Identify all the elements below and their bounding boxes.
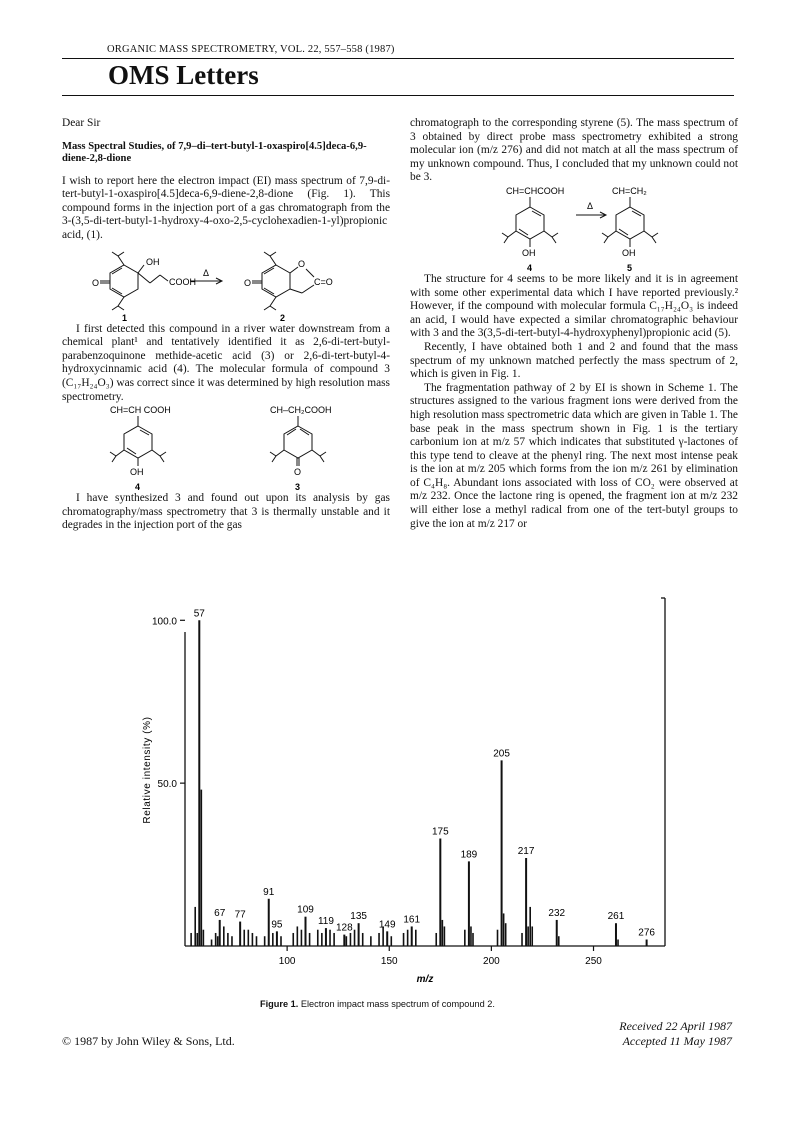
peak-label: 175 xyxy=(431,826,449,838)
peak-label: 67 xyxy=(214,907,226,919)
peak-label: 217 xyxy=(517,846,535,858)
peak-label: 205 xyxy=(493,748,510,760)
peak-label: 276 xyxy=(638,927,655,939)
carbonyl-o-label: O xyxy=(294,467,302,478)
peak-label: 261 xyxy=(607,911,625,923)
compound-label: 4 xyxy=(135,482,141,493)
substituent-label: CH=CH COOH xyxy=(110,405,171,416)
peak-label: 149 xyxy=(378,919,396,931)
peak-label: 119 xyxy=(317,916,334,928)
peak-label: 109 xyxy=(297,904,314,916)
section-title: OMS Letters xyxy=(108,60,259,90)
received-date: Received 22 April 1987 xyxy=(619,1019,732,1033)
x-tick-label: 100 xyxy=(278,956,296,967)
lactone-co-label: C=O xyxy=(314,276,333,287)
paragraph: chromatograph to the corresponding styrene (5). The mass spectrum of 3 obtained by direct probe mass spectrometry exhibited a strong molecular ion (m/z 276) and did not match at all the mass spectrum of my unknown compound. Thus, I concluded that my unknown could not be 3. xyxy=(410,117,738,184)
labeled-peaks xyxy=(194,608,656,946)
paragraph: I have synthesized 3 and found out upon its analysis by gas chromatography/mass spectrometry that 3 is thermally unstable and it degrades in the injection port of the gas xyxy=(62,492,390,532)
accepted-date: Accepted 11 May 1987 xyxy=(622,1034,732,1048)
figure-caption xyxy=(260,999,495,1009)
y-tick-label: 50.0 xyxy=(157,779,177,791)
peak-label: 128 xyxy=(335,922,353,934)
delta-label: Δ xyxy=(587,200,594,211)
salutation: Dear Sir xyxy=(62,117,101,129)
peak-label: 95 xyxy=(271,919,283,931)
hydroxyl-label: OH xyxy=(130,467,144,478)
peak-label: 161 xyxy=(403,914,421,926)
compound-label: 5 xyxy=(627,262,633,273)
peak-label: 135 xyxy=(350,911,367,923)
peak-label: 57 xyxy=(193,608,205,620)
journal-line: ORGANIC MASS SPECTROMETRY, VOL. 22, 557–558 (1987) xyxy=(107,44,395,55)
paragraph: The fragmentation pathway of 2 by EI is shown in Scheme 1. The structures assigned to the various fragment ions were derived from the high resolution mass spectrometric data which are given in Table 1. The base peak in the mass spectrum shown in Fig. 1 is the tertiary carbonium ion at m/z 57 which indicates that substituted γ-lactones of this type tend to cleave at the phenyl ring. The next most intense peak is the ion at m/z 205 which forms from the ion m/z 261 by elimination of C₄H₈. Abundant ions associated with loss of CO₂ were observed at m/z 232. Once the lactone ring is opened, the fragment ion at m/z 232 will either lose a methyl radical from one of the tert-butyl groups to give the ion at m/z 217 or xyxy=(410,381,738,530)
y-axis-ticks xyxy=(152,616,185,790)
peak-label: 232 xyxy=(548,907,566,919)
compound-label: 3 xyxy=(295,482,301,493)
figure-caption-text: Electron impact mass spectrum of compound 2. xyxy=(298,999,495,1009)
top-rule xyxy=(62,58,734,59)
delta-label: Δ xyxy=(203,267,210,278)
paragraph: Recently, I have obtained both 1 and 2 and found that the mass spectrum of my unknown matched perfectly the mass spectrum of 2, which is given in Fig. 1. xyxy=(410,340,738,381)
plot-frame xyxy=(185,598,665,946)
paragraph: The structure for 4 seems to be more likely and it is in agreement with some other experimental data which I have reported previously.² However, if the compound with molecular formula C₁₇H₂₄O₃ is indeed an acid, I would have expected a similar chromatographic behaviour with 3 and the 3(3,5-di-tert-butyl-4-hydroxyphenyl)propionic acid (5). xyxy=(410,272,738,340)
paragraph: I first detected this compound in a river water downstream from a chemical plant¹ and tentatively identified it as 2,6-di-tert-butyl-parabenzoquinone methide-acetic acid (3) or 2,6-di-tert-butyl-4-hydroxycinnamic acid (4). The molecular formula of compound 3 (C₁₇H₂₄O₃) was correct since it was determined by high resolution mass spectrometry. xyxy=(62,322,390,403)
hydroxyl-label: OH xyxy=(622,247,636,258)
mass-spectrum-chart xyxy=(130,590,690,994)
copyright: © 1987 by John Wiley & Sons, Ltd. xyxy=(62,1034,235,1048)
compound-label: 1 xyxy=(122,312,128,323)
figure-caption-label: Figure 1. xyxy=(260,999,299,1009)
carbonyl-o-label: O xyxy=(92,277,100,288)
hydroxyl-label: OH xyxy=(522,247,536,258)
carbonyl-o-label: O xyxy=(244,277,252,288)
peak-label: 189 xyxy=(460,849,478,861)
substituent-label: CH=CHCOOH xyxy=(506,185,565,196)
substituent-label: CH=CH₂ xyxy=(612,185,647,196)
peak-label: 91 xyxy=(263,886,275,898)
x-axis-ticks xyxy=(279,946,603,967)
received-accepted-dates xyxy=(619,1019,732,1049)
compound-label: 2 xyxy=(280,312,286,323)
y-tick-label: 100.0 xyxy=(151,616,177,628)
ring-o-label: O xyxy=(298,258,306,269)
article-title: Mass Spectral Studies, of 7,9–di–tert-butyl-1-oxaspiro[4.5]deca-6,9-diene-2,8-dione xyxy=(62,140,367,164)
x-tick-label: 200 xyxy=(483,956,500,967)
cooh-label: COOH xyxy=(169,276,196,287)
paragraph: I wish to report here the electron impact (EI) mass spectrum of 7,9-di-tert-butyl-1-oxaspiro[4.5]deca-6,9-diene-2,8-dione (Fig. 1). This compound forms in the injection port of a gas chromatograph from the 3-(3,5-di-tert-butyl-1-hydroxy-4-oxo-2,5-cyclohexadien-1-yl)propionic acid, (1). xyxy=(62,174,390,241)
bottom-rule xyxy=(62,95,734,96)
x-tick-label: 150 xyxy=(380,956,398,967)
scheme-1 xyxy=(62,243,390,323)
scheme-3 xyxy=(410,185,738,273)
right-column xyxy=(410,117,738,531)
y-axis-label: Relative intensity (%) xyxy=(142,716,153,824)
peak-label: 77 xyxy=(234,909,246,921)
substituent-label: CH–CH₂COOH xyxy=(270,405,332,416)
x-tick-label: 250 xyxy=(585,956,602,967)
hydroxyl-label: OH xyxy=(146,256,160,267)
scheme-2 xyxy=(62,404,390,492)
compound-label: 4 xyxy=(527,262,533,273)
x-axis-label: m/z xyxy=(416,974,434,985)
left-column xyxy=(62,117,390,533)
